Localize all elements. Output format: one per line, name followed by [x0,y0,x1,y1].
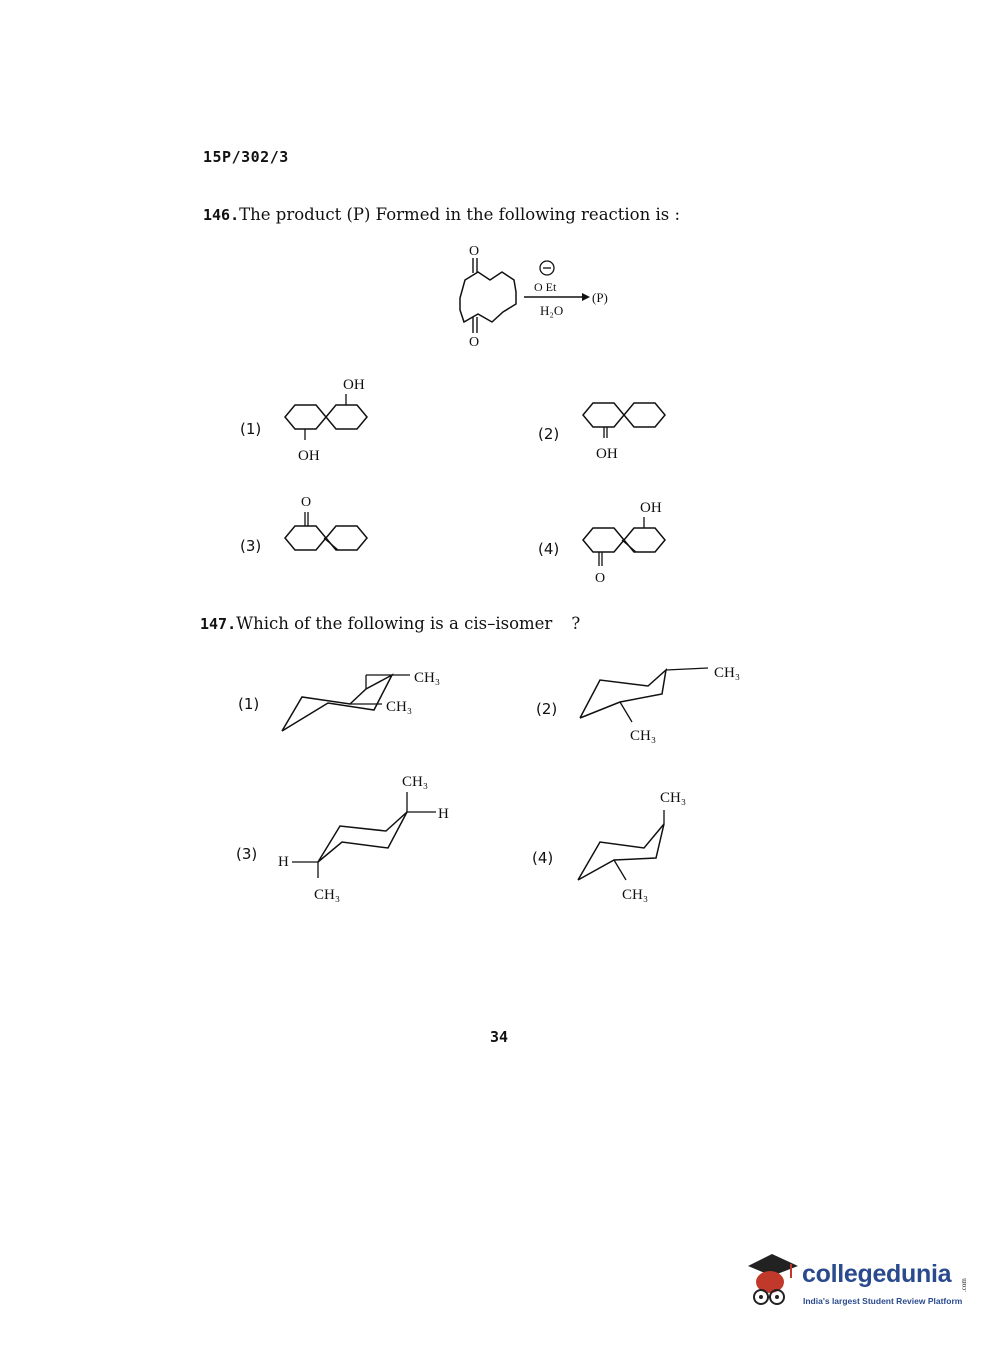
methyl-label: CH₃ [630,728,657,744]
logo-suffix [958,1270,968,1294]
carbonyl-o-label: O [595,571,606,586]
mascot-icon [742,1250,802,1320]
q147-option-2-structure [578,658,758,748]
q147-option-3-label[interactable]: (3) [236,845,258,863]
paper-code: 15P/302/3 [203,148,289,166]
q147-option-1-structure [280,665,460,740]
q146-option-4-structure [578,494,688,589]
methyl-label: CH₃ [622,887,649,903]
reagent-top: O Et [534,280,557,294]
svg-text:.com: .com [960,1278,968,1292]
q146-option-3-label[interactable]: (3) [240,537,262,555]
question-text: The product (P) Formed in the following reaction is : [239,205,681,224]
logo-name: collegedunia [802,1260,952,1288]
methyl-label: CH₃ [402,774,429,790]
methyl-label: CH₃ [314,887,341,903]
question-text: Which of the following is a cis–isomer [236,614,553,633]
logo-tagline: India's largest Student Review Platform [803,1296,963,1306]
hydroxyl-label: OH [298,448,320,464]
q147-option-4-label[interactable]: (4) [532,849,554,867]
q147-option-2-label[interactable]: (2) [536,700,558,718]
q147-option-3-structure [274,766,474,906]
methyl-label: CH₃ [714,665,741,681]
q146-option-2-structure [578,390,688,470]
hydroxyl-label: OH [343,377,365,393]
q146-option-3-structure [280,490,380,560]
hydroxyl-label: OH [596,446,618,462]
question-147 [200,614,580,633]
q146-option-4-label[interactable]: (4) [538,540,560,558]
question-mark: ? [571,614,581,633]
carbonyl-o-label: O [301,495,312,510]
carbonyl-o-bottom: O [469,335,480,350]
q146-option-1-structure [280,372,390,467]
hydroxyl-label: OH [640,500,662,516]
reagent-bottom: H₂O [540,303,564,318]
hydrogen-label: H [278,854,289,870]
q146-option-2-label[interactable]: (2) [538,425,560,443]
question-146 [203,205,680,224]
reaction-product: (P) [592,290,608,305]
carbonyl-o-top: O [469,244,480,259]
hydrogen-label: H [438,806,449,822]
reaction-scheme [440,240,640,355]
methyl-label: CH₃ [660,790,687,806]
q147-option-4-structure [574,786,714,906]
q146-option-1-label[interactable]: (1) [240,420,262,438]
collegedunia-logo[interactable] [742,1250,972,1320]
methyl-label: CH₃ [386,699,413,715]
question-number: 147. [200,615,237,633]
methyl-label: CH₃ [414,670,441,686]
question-number: 146. [203,206,240,224]
q147-option-1-label[interactable]: (1) [238,695,260,713]
page-number: 34 [490,1028,509,1046]
